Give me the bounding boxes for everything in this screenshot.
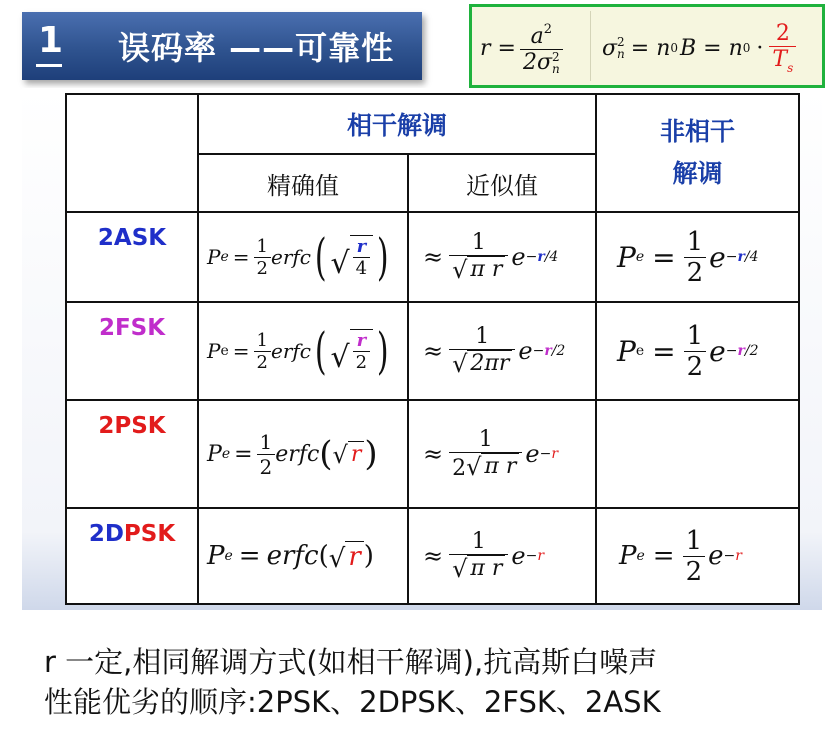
e-symbol: e <box>709 240 726 274</box>
open-paren: ( <box>318 541 329 571</box>
minus-sign: − <box>525 548 538 564</box>
radical-sign: √ <box>332 441 348 469</box>
r-variable: r <box>737 249 745 265</box>
rate-fraction <box>769 21 796 75</box>
radical-sign: √ <box>452 256 468 284</box>
pe-subscript: e <box>635 249 645 265</box>
pi-r: π r <box>467 256 505 282</box>
open-paren: ( <box>314 322 327 380</box>
rate-numerator: 2 <box>775 21 790 46</box>
radical-sign: √ <box>452 350 468 378</box>
pe-subscript: e <box>635 343 645 359</box>
one-numerator: 1 <box>478 427 493 452</box>
minus-sign: − <box>723 548 736 564</box>
ber-table <box>65 93 800 605</box>
header-exact: 精确值 <box>198 154 408 212</box>
ts-subscript: s <box>787 61 794 75</box>
table-row <box>66 212 799 302</box>
equals-sign: = <box>652 334 676 368</box>
r-variable: r <box>551 446 559 462</box>
r-variable: r <box>345 541 363 572</box>
pe-subscript: e <box>224 548 233 564</box>
dpsk-noncoherent <box>596 508 799 604</box>
half-denominator: 2 <box>254 257 271 279</box>
open-paren: ( <box>319 434 333 474</box>
erfc-text: erfc <box>270 245 311 269</box>
one-numerator: 1 <box>471 230 486 255</box>
close-paren: ) <box>364 434 378 474</box>
radical-sign: √ <box>452 555 468 583</box>
one-numerator: 1 <box>471 529 486 554</box>
sigma-exponent: 2 <box>551 49 560 64</box>
sigma-symbol: 2σ <box>522 49 552 75</box>
header-row-1 <box>66 94 799 154</box>
close-paren: ) <box>376 322 389 380</box>
header-coherent: 相干解调 <box>198 94 596 154</box>
half-denominator: 2 <box>257 454 276 479</box>
radical-sign: √ <box>330 340 350 375</box>
ask-exact <box>198 212 408 302</box>
r-variable: r <box>537 548 545 564</box>
e-symbol: e <box>708 541 724 571</box>
table-row <box>66 302 799 400</box>
erfc-text: erfc <box>275 441 320 467</box>
radical-sign: √ <box>466 453 482 481</box>
ts-symbol: T <box>772 47 788 72</box>
conclusion-text <box>44 642 824 722</box>
mod-label-2dpsk-suffix: PSK <box>123 521 176 547</box>
r-variable: r <box>735 548 742 564</box>
open-paren: ( <box>314 228 327 286</box>
r-variable: r <box>356 236 367 257</box>
ask-noncoherent <box>596 212 799 302</box>
n0-subscript-2: 0 <box>742 41 751 55</box>
pe-subscript: e <box>220 343 229 359</box>
minus-sign: − <box>525 249 538 265</box>
conclusion-line-2: 性能优劣的顺序:2PSK、2DPSK、2FSK、2ASK <box>44 685 661 719</box>
pe-symbol: P <box>207 541 225 571</box>
fsk-noncoherent <box>596 302 799 400</box>
pe-subscript: e <box>220 249 229 265</box>
equals-sign: = <box>652 541 675 571</box>
minus-sign: − <box>725 343 738 359</box>
pe-symbol: P <box>207 245 221 269</box>
equals-sign: = <box>232 339 250 363</box>
section-number-underline <box>36 64 62 67</box>
mod-label-2psk: 2PSK <box>66 400 198 508</box>
e-symbol: e <box>518 337 533 365</box>
snr-definition <box>480 15 563 81</box>
e-symbol: e <box>511 542 526 570</box>
four-denominator: 4 <box>353 257 370 279</box>
minus-sign: − <box>532 343 545 359</box>
header-noncoherent <box>596 94 799 212</box>
header-approx: 近似值 <box>408 154 596 212</box>
radical-sign: √ <box>330 246 350 281</box>
sigma-n-subscript: n <box>617 47 625 61</box>
half-numerator: 1 <box>256 329 268 351</box>
mod-label-2fsk: 2FSK <box>66 302 198 400</box>
two-denominator: 2 <box>353 351 370 373</box>
e-symbol: e <box>709 334 726 368</box>
e-symbol: e <box>525 440 540 468</box>
section-number: 1 <box>38 20 64 61</box>
mod-label-2dpsk-prefix: 2D <box>88 521 124 547</box>
two-factor: 2 <box>452 456 467 481</box>
pe-symbol: P <box>619 541 637 571</box>
equals-sign: = <box>652 240 676 274</box>
multiply-dot: · <box>756 35 764 61</box>
pe-subscript: e <box>636 548 645 564</box>
section-title: 误码率 ——可靠性 <box>118 29 395 67</box>
erfc-text: erfc <box>270 339 311 363</box>
title-banner <box>22 12 422 80</box>
pe-symbol: P <box>617 334 636 368</box>
exp-divisor: /2 <box>744 343 759 359</box>
pi-r: π r <box>467 555 505 581</box>
close-paren: ) <box>363 541 374 571</box>
psk-exact <box>198 400 408 508</box>
bandwidth-term: B = n <box>680 35 743 61</box>
half-numerator: 1 <box>256 235 268 257</box>
approx-sign: ≈ <box>423 542 444 570</box>
pe-symbol: P <box>207 441 222 467</box>
fsk-exact <box>198 302 408 400</box>
mod-label-2dpsk <box>66 508 198 604</box>
half-denominator: 2 <box>684 351 707 382</box>
eq-n0: = n <box>630 35 671 61</box>
dpsk-approx <box>408 508 596 604</box>
minus-sign: − <box>725 249 738 265</box>
half-denominator: 2 <box>684 257 707 288</box>
conclusion-line-1: r 一定,相同解调方式(如相干解调),抗高斯白噪声 <box>44 645 658 679</box>
corner-cell <box>66 94 198 212</box>
snr-fraction <box>520 22 563 75</box>
r-variable: r <box>537 249 545 265</box>
sigma-n-exponent: 2 <box>617 35 625 49</box>
formula-divider <box>590 11 591 81</box>
fsk-approx <box>408 302 596 400</box>
equals-sign: = <box>232 245 250 269</box>
two-pi-r: 2πr <box>467 350 512 376</box>
r-lhs: r = <box>480 35 516 61</box>
erfc-text: erfc <box>266 541 319 571</box>
psk-noncoherent-empty <box>596 400 799 508</box>
r-variable: r <box>737 343 745 359</box>
table-row <box>66 400 799 508</box>
mod-label-2ask: 2ASK <box>66 212 198 302</box>
half-numerator: 1 <box>686 226 704 257</box>
close-paren: ) <box>376 228 389 286</box>
n0-subscript: 0 <box>670 41 679 55</box>
r-variable: r <box>356 330 367 351</box>
sigma-n-symbol: σ <box>602 35 618 61</box>
equals-sign: = <box>238 541 261 571</box>
header-noncoherent-text: 非相干解调 <box>659 117 735 188</box>
radical-sign: √ <box>328 543 346 574</box>
exp-divisor: /4 <box>544 249 559 265</box>
approx-sign: ≈ <box>423 440 444 468</box>
half-denominator: 2 <box>254 351 271 373</box>
dpsk-exact <box>198 508 408 604</box>
exp-divisor: /2 <box>551 343 566 359</box>
r-variable: r <box>544 343 552 359</box>
noise-power-definition <box>602 15 796 81</box>
pe-symbol: P <box>207 339 221 363</box>
half-numerator: 1 <box>259 429 273 454</box>
psk-approx <box>408 400 596 508</box>
a-exponent: 2 <box>543 21 553 37</box>
ask-approx <box>408 212 596 302</box>
minus-sign: − <box>539 446 552 462</box>
equals-sign: = <box>234 441 253 467</box>
pe-symbol: P <box>617 240 636 274</box>
pe-subscript: e <box>221 446 231 462</box>
one-numerator: 1 <box>475 324 490 349</box>
approx-sign: ≈ <box>423 243 444 271</box>
r-variable: r <box>348 441 365 467</box>
half-denominator: 2 <box>683 556 706 587</box>
approx-sign: ≈ <box>423 337 444 365</box>
exp-divisor: /4 <box>744 249 759 265</box>
table-row <box>66 508 799 604</box>
half-numerator: 1 <box>685 525 703 556</box>
sigma-subscript: n <box>551 61 560 76</box>
half-numerator: 1 <box>686 320 704 351</box>
a-symbol: a <box>530 23 544 49</box>
e-symbol: e <box>511 243 526 271</box>
snr-formula-box <box>469 4 825 88</box>
pi-r: π r <box>481 453 519 479</box>
